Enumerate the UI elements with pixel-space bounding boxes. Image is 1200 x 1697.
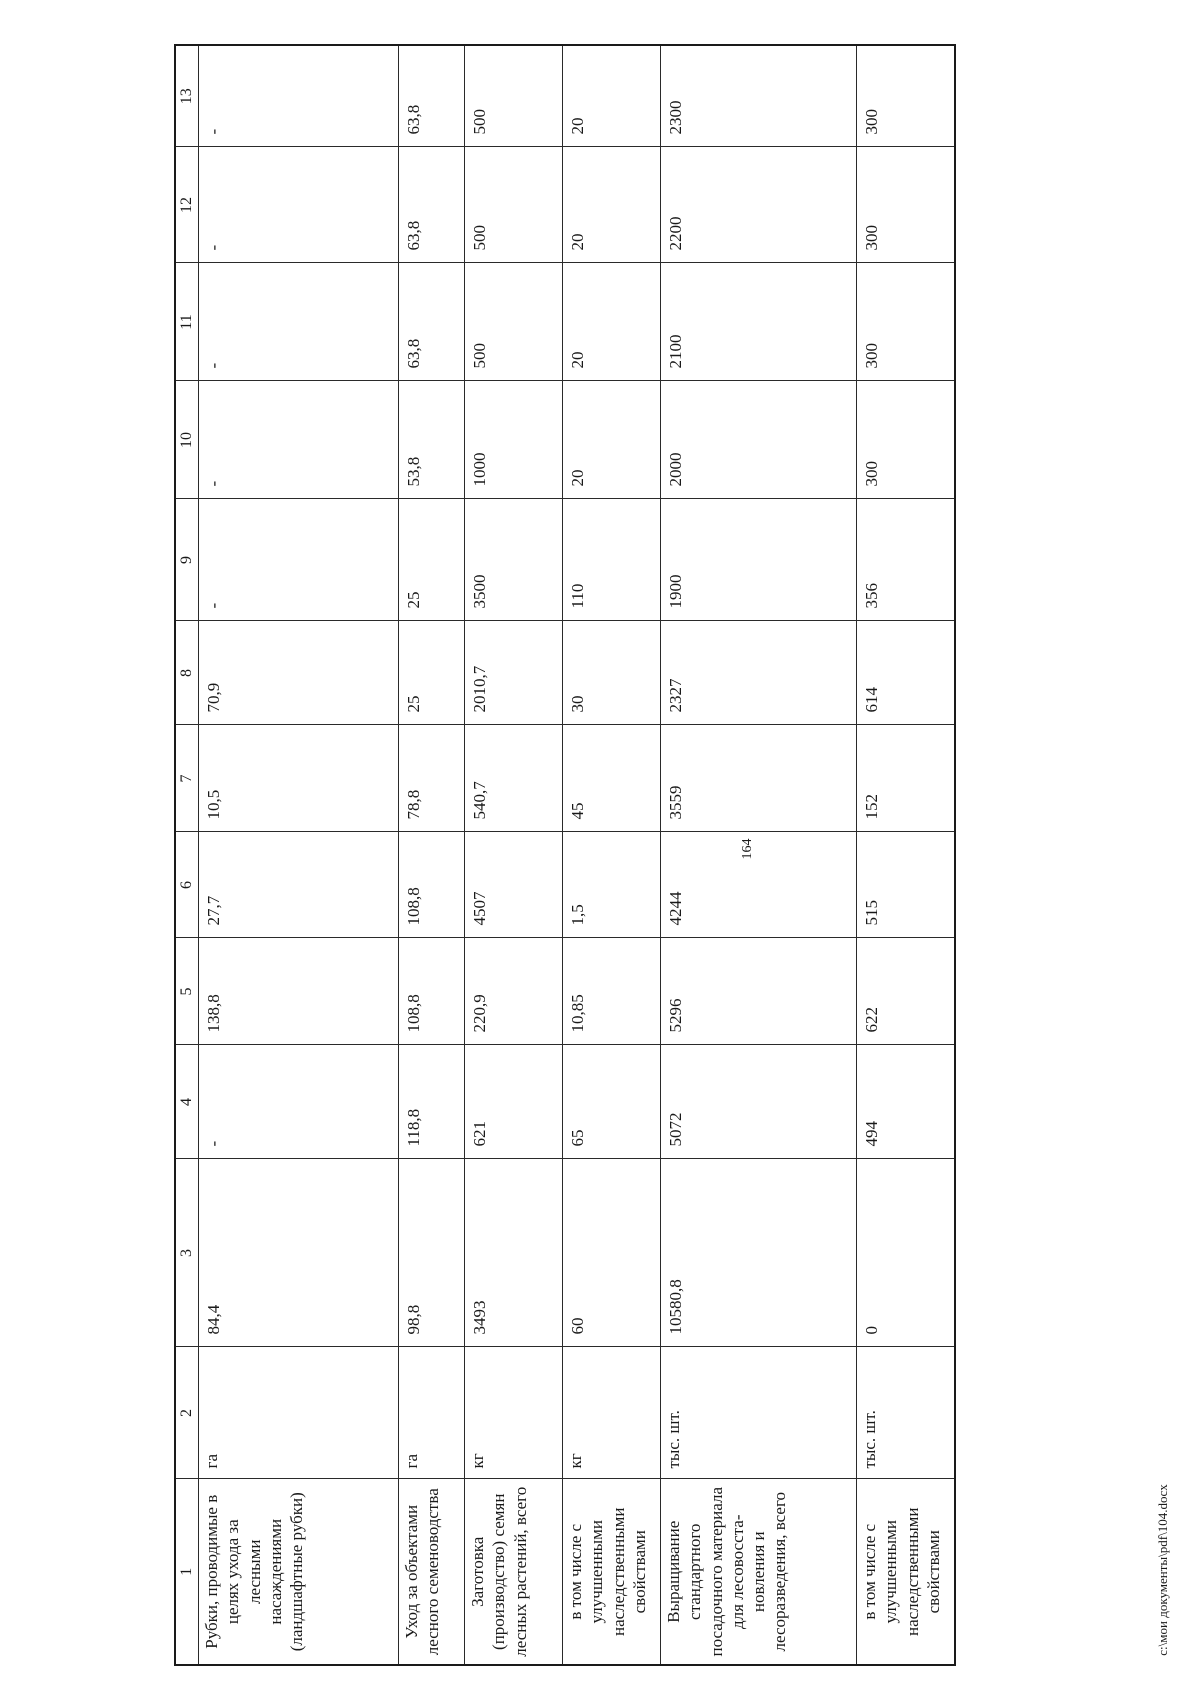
column-number: 12 (175, 147, 199, 263)
table-cell: 152 (857, 725, 955, 832)
table-cell: 1,5 (563, 832, 661, 938)
table-row (563, 45, 661, 1665)
table-cell: 2010,7 (465, 621, 563, 725)
row-unit: га (399, 1347, 465, 1479)
column-number: 13 (175, 45, 199, 147)
table-cell: 1900 (661, 499, 857, 621)
table-cell: 622 (857, 938, 955, 1045)
table-cell: 540,7 (465, 725, 563, 832)
table-cell: 63,8 (399, 263, 465, 381)
table-cell: 5296 (661, 938, 857, 1045)
table-cell: 65 (563, 1045, 661, 1159)
table-cell: 515 (857, 832, 955, 938)
table-cell: 78,8 (399, 725, 465, 832)
row-indicator-name: в том числе с улучшенными наследственными свойствами (857, 1479, 955, 1665)
table-cell: 27,7 (199, 832, 399, 938)
table-cell: 0 (857, 1159, 955, 1347)
table-cell: 500 (465, 147, 563, 263)
column-number: 6 (175, 832, 199, 938)
table-cell: 20 (563, 381, 661, 499)
table-cell: 2327 (661, 621, 857, 725)
row-unit: тыс. шт. (661, 1347, 857, 1479)
row-unit: кг (563, 1347, 661, 1479)
column-number: 4 (175, 1045, 199, 1159)
table-cell: 53,8 (399, 381, 465, 499)
table-cell: 70,9 (199, 621, 399, 725)
table-cell: 356 (857, 499, 955, 621)
table-cell: 98,8 (399, 1159, 465, 1347)
table-cell: 300 (857, 147, 955, 263)
column-number-row (175, 45, 199, 1665)
table-cell: - (199, 263, 399, 381)
table-cell: 4244 (661, 832, 857, 938)
table-cell: 138,8 (199, 938, 399, 1045)
table-cell: 25 (399, 499, 465, 621)
table-cell: 3500 (465, 499, 563, 621)
row-indicator-name: Заготовка (производство) семян лесных растений, всего (465, 1479, 563, 1665)
table-cell: 2100 (661, 263, 857, 381)
table-cell: 84,4 (199, 1159, 399, 1347)
row-unit: кг (465, 1347, 563, 1479)
table-cell: - (199, 1045, 399, 1159)
table-cell: 1000 (465, 381, 563, 499)
page-number: 164 (740, 838, 755, 860)
column-number: 11 (175, 263, 199, 381)
footer-file-path: c:\мои документы\pdf\104.docx (1155, 1484, 1170, 1656)
table-cell: 20 (563, 263, 661, 381)
table-container (174, 46, 954, 1666)
table-row (199, 45, 399, 1665)
table-cell: 3493 (465, 1159, 563, 1347)
row-indicator-name: Рубки, проводимые в целях ухода за лесными насаждениями (ландшафтные рубки) (199, 1479, 399, 1665)
row-unit: тыс. шт. (857, 1347, 955, 1479)
row-indicator-name: Выращивание стандартного посадочного материала для лесовосста-новления и лесоразведения, всего (661, 1479, 857, 1665)
table-cell: 300 (857, 263, 955, 381)
table-cell: 500 (465, 45, 563, 147)
column-number: 7 (175, 725, 199, 832)
table-cell: 108,8 (399, 938, 465, 1045)
table-cell: 500 (465, 263, 563, 381)
table-cell: 45 (563, 725, 661, 832)
table-cell: 2200 (661, 147, 857, 263)
row-unit: га (199, 1347, 399, 1479)
table-cell: 621 (465, 1045, 563, 1159)
data-table (174, 44, 956, 1666)
table-row (399, 45, 465, 1665)
column-number: 8 (175, 621, 199, 725)
table-cell: - (199, 147, 399, 263)
table-row (661, 45, 857, 1665)
table-cell: 20 (563, 45, 661, 147)
table-cell: - (199, 45, 399, 147)
table-cell: 2000 (661, 381, 857, 499)
table-cell: - (199, 499, 399, 621)
column-number: 9 (175, 499, 199, 621)
table-cell: 110 (563, 499, 661, 621)
table-cell: 4507 (465, 832, 563, 938)
table-cell: 30 (563, 621, 661, 725)
table-cell: 300 (857, 45, 955, 147)
table-cell: 63,8 (399, 147, 465, 263)
table-cell: 20 (563, 147, 661, 263)
column-number: 10 (175, 381, 199, 499)
rotated-table-frame (174, 46, 954, 1666)
row-indicator-name: Уход за объектами лесного семеноводства (399, 1479, 465, 1665)
table-cell: 118,8 (399, 1045, 465, 1159)
column-number: 5 (175, 938, 199, 1045)
column-number: 3 (175, 1159, 199, 1347)
table-cell: 2300 (661, 45, 857, 147)
column-number: 2 (175, 1347, 199, 1479)
table-cell: 5072 (661, 1045, 857, 1159)
table-cell: - (199, 381, 399, 499)
table-cell: 300 (857, 381, 955, 499)
table-cell: 3559 (661, 725, 857, 832)
table-row (465, 45, 563, 1665)
table-cell: 10580,8 (661, 1159, 857, 1347)
table-cell: 220,9 (465, 938, 563, 1045)
table-cell: 10,85 (563, 938, 661, 1045)
row-indicator-name: в том числе с улучшенными наследственными свойствами (563, 1479, 661, 1665)
table-row (857, 45, 955, 1665)
column-number: 1 (175, 1479, 199, 1665)
table-cell: 60 (563, 1159, 661, 1347)
table-cell: 494 (857, 1045, 955, 1159)
table-cell: 614 (857, 621, 955, 725)
table-cell: 10,5 (199, 725, 399, 832)
table-cell: 63,8 (399, 45, 465, 147)
table-cell: 25 (399, 621, 465, 725)
table-cell: 108,8 (399, 832, 465, 938)
